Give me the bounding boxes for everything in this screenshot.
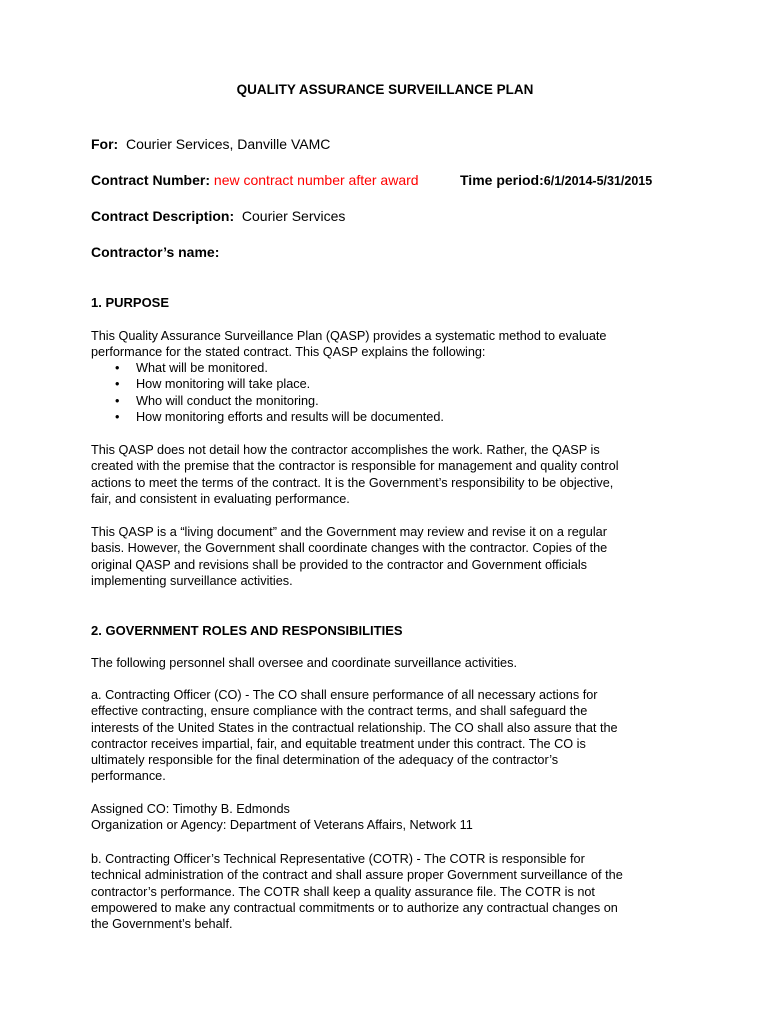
document-title: QUALITY ASSURANCE SURVEILLANCE PLAN — [236, 82, 534, 97]
bullet-icon: • — [115, 361, 120, 375]
text-line: This QASP is a “living document” and the Government may review and revise it on a regular — [91, 525, 607, 539]
text-line: The following personnel shall oversee and coordinate surveillance activities. — [91, 656, 517, 670]
text-line: contractor receives impartial, fair, and equitable treatment under this contract. The CO is — [91, 736, 586, 751]
list-item — [91, 360, 444, 376]
time-period-value: 6/1/2014-5/31/2015 — [543, 174, 653, 188]
text-line: created with the premise that the contractor is responsible for management and quality control — [91, 459, 619, 474]
text-line: This QASP does not detail how the contractor accomplishes the work. Rather, the QASP is — [91, 443, 600, 457]
time-period-label: Time period: — [460, 172, 544, 188]
text-line: b. Contracting Officer’s Technical Representative (COTR) - The COTR is responsible for — [91, 852, 585, 866]
list-item — [91, 409, 444, 425]
text-line: empowered to make any contractual commitments or to authorize any contractual changes on — [91, 900, 618, 915]
text-line: performance for the stated contract. This QASP explains the following: — [91, 345, 486, 360]
assigned-co-block — [91, 801, 691, 834]
text-line: ultimately responsible for the final determination of the adequacy of the contractor’s — [91, 753, 559, 768]
section-heading-purpose: 1. PURPOSE — [91, 295, 170, 310]
bullet-icon: • — [115, 377, 120, 392]
purpose-paragraph-1 — [91, 328, 691, 361]
text-line: performance. — [91, 769, 166, 784]
roles-intro — [91, 655, 691, 671]
contract-number-value: new contract number after award — [213, 172, 419, 188]
list-item-text: What will be monitored. — [136, 361, 268, 375]
contract-description-value: Courier Services — [241, 208, 346, 224]
text-line: basis. However, the Government shall coordinate changes with the contractor. Copies of the — [91, 541, 608, 556]
for-field — [91, 136, 330, 152]
contract-number-label: Contract Number: — [91, 172, 211, 188]
contract-description-field — [91, 208, 345, 224]
time-period-field — [460, 172, 652, 188]
contractor-name-field — [91, 244, 219, 260]
text-line: a. Contracting Officer (CO) - The CO shall ensure performance of all necessary actions for — [91, 688, 598, 702]
text-line: This Quality Assurance Surveillance Plan (QASP) provides a systematic method to evaluate — [91, 329, 607, 343]
text-line: interests of the United States in the contractual relationship. The CO shall also assure that the — [91, 720, 618, 735]
text-line: actions to meet the terms of the contract. It is the Government’s responsibility to be objective, — [91, 475, 614, 490]
list-item — [91, 376, 444, 392]
text-line: the Government’s behalf. — [91, 917, 233, 932]
text-line: original QASP and revisions shall be provided to the contractor and Government officials — [91, 557, 588, 572]
cotr-paragraph — [91, 851, 691, 932]
text-line: Assigned CO: Timothy B. Edmonds — [91, 802, 290, 816]
purpose-paragraph-3 — [91, 524, 691, 589]
contractor-name-label: Contractor’s name: — [91, 244, 220, 260]
section-heading-roles: 2. GOVERNMENT ROLES AND RESPONSIBILITIES — [91, 623, 403, 638]
list-item-text: Who will conduct the monitoring. — [136, 393, 319, 408]
for-label: For: — [91, 136, 119, 152]
list-item-text: How monitoring will take place. — [136, 377, 311, 392]
contract-number-field — [91, 172, 419, 188]
list-item — [91, 393, 444, 409]
text-line: implementing surveillance activities. — [91, 573, 293, 588]
text-line: Organization or Agency: Department of Veterans Affairs, Network 11 — [91, 818, 473, 833]
text-line: technical administration of the contract and shall assure proper Government surveillance of the — [91, 868, 623, 883]
text-line: fair, and consistent in evaluating performance. — [91, 491, 350, 506]
purpose-bullet-list — [91, 360, 444, 425]
bullet-icon: • — [115, 409, 120, 424]
contracting-officer-paragraph — [91, 687, 691, 785]
contract-description-label: Contract Description: — [91, 208, 235, 224]
purpose-paragraph-2 — [91, 442, 691, 507]
bullet-icon: • — [115, 393, 120, 408]
list-item-text: How monitoring efforts and results will be documented. — [136, 409, 444, 424]
text-line: contractor’s performance. The COTR shall keep a quality assurance file. The COTR is not — [91, 884, 595, 899]
text-line: effective contracting, ensure compliance with the contract terms, and shall safeguard the — [91, 704, 588, 719]
for-value: Courier Services, Danville VAMC — [126, 136, 331, 152]
